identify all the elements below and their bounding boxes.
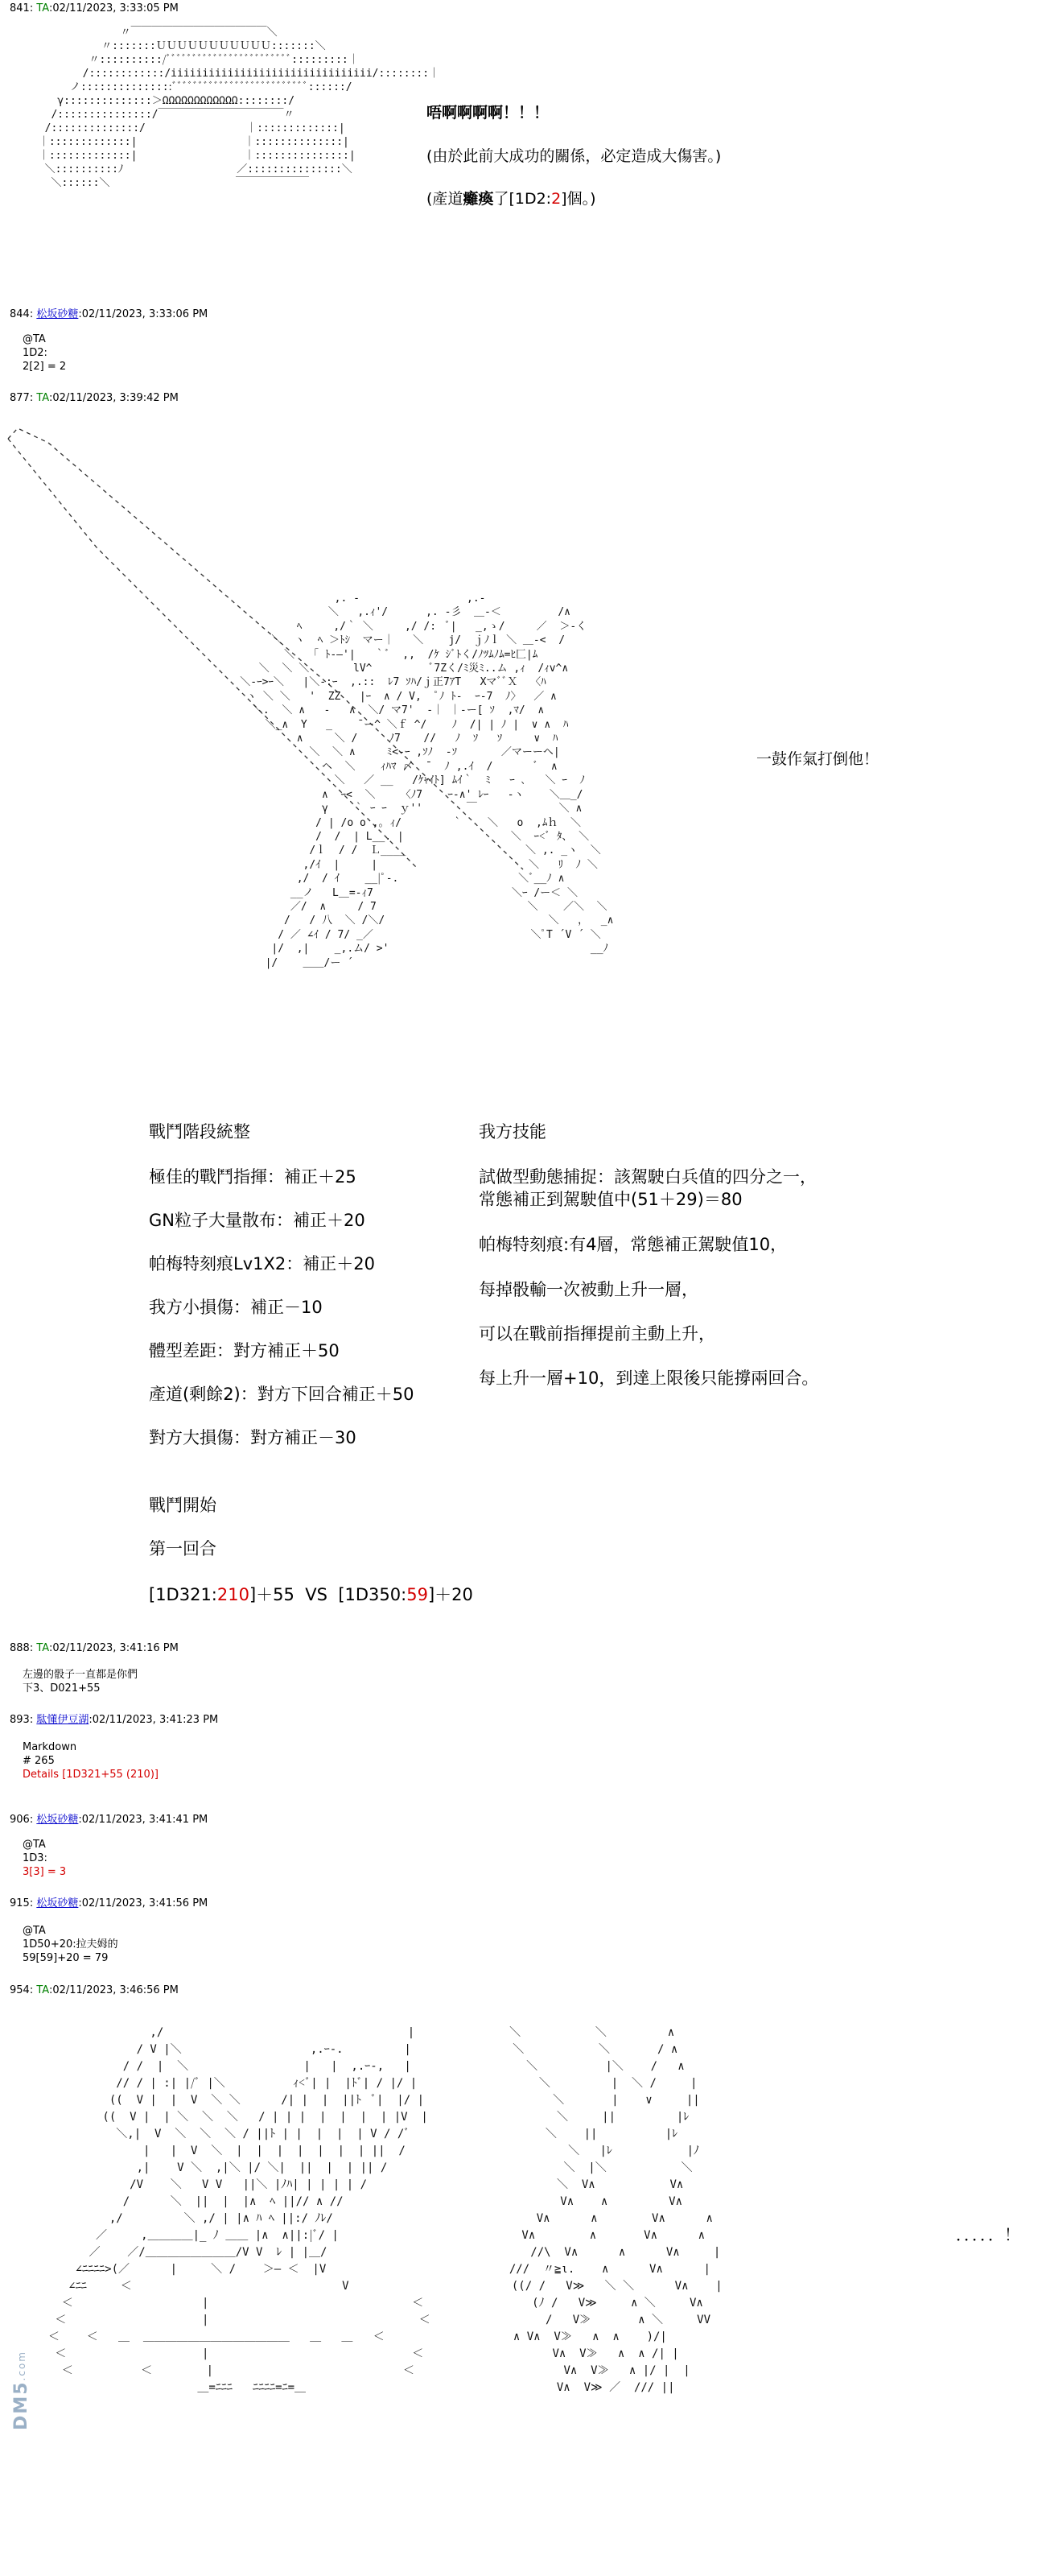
stat-item: 帕梅特刻痕Lv1X2：補正＋20 xyxy=(149,1254,375,1274)
site-watermark: DM5.com xyxy=(11,2351,31,2430)
post-header-954: 954: TA:02/11/2023, 3:46:56 PM xyxy=(10,1984,179,1996)
post-number: 841 xyxy=(10,2,30,14)
battle-start-label: 戰鬥開始 xyxy=(149,1496,216,1515)
post-header-888: 888: TA:02/11/2023, 3:41:16 PM xyxy=(10,1642,179,1654)
post-date: 02/11/2023, 3:33:05 PM xyxy=(52,2,179,14)
ascii-art-creature-hit: 〃￣￣￣￣￣￣￣￣￣￣￣￣￣＼ 〃:::::::ＵＵＵＵＵＵＵＵＵＵＵ:::::::＼ 〃::::::::::/ﾞﾞﾞﾞﾞﾞﾞﾞﾞﾞﾞﾞﾞﾞﾞﾞﾞﾞﾞﾞﾞﾞﾞﾞ:::::::::｜ /::::::::::::/iiiiiiiiiiiiiiiiiiiiiiiiiiiiiiii/::::::::｜ ノ:::::::::::::::ﾞﾞﾞﾞﾞﾞﾞﾞﾞﾞﾞﾞﾞﾞﾞﾞﾞﾞﾞﾞﾞﾞﾞﾞﾞﾞ::::::/ γ::::::::::::::＞ΩΩΩΩΩΩΩΩΩΩΩΩ::::::::/ /:::::::::::::::/￣￣￣￣￣￣￣￣￣￣￣￣〃 /::::::::::::::/ ｜:::::::::::::| ｜:::::::::::::| ｜::::::::::::::| ｜:::::::::::::| ｜:::::::::::::::| ＼::::::::::ﾉ ／:::::::::::::::＼ ＼::::::＼ ￣￣￣￣￣￣￣ xyxy=(38,27,440,189)
stat-item: 對方大損傷：對方補正－30 xyxy=(149,1428,356,1447)
speech-note-canal: (產道癱瘓了[1D2:2]個。) xyxy=(426,190,596,208)
post-body-893: Markdown # 265 Details [1D321+55 (210)] xyxy=(23,1741,159,1781)
post-body-844: @TA 1D2: 2[2] = 2 xyxy=(23,333,67,373)
post-header-877: 877: TA:02/11/2023, 3:39:42 PM xyxy=(10,392,179,404)
skill-line: 每上升一層+10，到達上限後只能撐兩回合。 xyxy=(479,1368,819,1388)
post-body-915: @TA 1D50+20:拉夫姆的 59[59]+20 = 79 xyxy=(23,1925,118,1964)
ascii-art-gundam-slash: ,. - ,.- ＼ ,.ｨ'/ ,. -彡 ＿-＜ /∧ ﾍ ,/｀ ＼ ,/ /: ﾞ| _,ゝ/ ／ ＞-く ＼ ヽ ﾍ ＞ﾄｼ マー｜ ＼ j/ ｊﾉｌ ＼ ＿-< / ＼ ｢ ﾄ-―'| ｀ﾞ ,, /ｹ ｼﾞﾄく/ﾉﾂﾑﾉﾑ=ﾋ匚|ﾑ ＼ ＼ ＼ lV^ ﾞ7Zく/ﾐ災ﾐ..ム ,ｨ /ｨv^∧ ＼-ｰ>ｰ＼ |＼-:ｰ ,.:: ﾚ7 ｿﾊ/ｊ正7ｱT XマﾞﾞＸ 〈ﾊ ヽ ＼ ＼ ' ZZ |ｰ ∧ / V, ﾟﾉ ﾄ- ｰ-7 ﾉ〉 ／ ∧ ＼. ＼ ∧ - ∧ ＼/ マ7' -｜ ｜-ー[ ｿ ,ﾏ/ ∧ ＼_∧ Y _ ̄ ー^ ＼ｆ ^/ ﾉ /| | ﾉ | ∨ ∧ ﾊ ∧ ＼ / ﾉ7 // ﾉ ｿ ｿ ∨ ﾊ ＼ ＼ ∧ ﾐ<-ｰ ,ｿﾉ -ｿ ／マーーヘ| ヘ ＼ ｨﾊﾏ 〆 ̄ ﾉ ,.ｲ / ﾞ ∧ ＼ ／ __ /ｹｬｲﾄ] ﾑｲ｀ ﾐ ｰ ､ ＼ ｰ ﾉ ∧ ｰ< ＼ 〈ﾉ7 ｰ-∧' ﾚｰ -ヽ ＼＿_/ γ ｀ ｰ ｰ ｙ'' ￣ ＼ ∧ / | /o o ,｡ ｨ/ ｀ ＼ o ,ﾑｈ ＼ / / | L__. | ＼ ｰ<ﾞ ﾀ、 ＼ /ｌ / / Ｌ____ ＼ ,. _ヽ ＼ ,/ｲ | | ＼ ﾘ ﾉ ＼ ,/ / ｲ __|ﾟ-. ＼ﾞ__ﾉ ∧ __ノ L＿=-ｨ7 ＼ｰ /ー＜ ＼ ／/ ∧ / 7 ＼ ／＼ ＼ / / 八 ＼ /＼/ ＼ ， _∧ / ／ ∠ｲ / 7/ _／ ＼ﾟT ´V ´ ＼ |/ ,| _,.ム/ >' __ﾉ |/ ＿＿/ー ´ xyxy=(240,592,614,969)
stat-item: 產道(剩餘2)：對方下回合補正＋50 xyxy=(149,1385,414,1404)
post-header-844: 844: 松坂砂糖:02/11/2023, 3:33:06 PM xyxy=(10,308,208,320)
stat-item: 我方小損傷：補正－10 xyxy=(149,1298,323,1317)
skill-line: 帕梅特刻痕:有4層，常態補正駕駛值10， xyxy=(479,1235,788,1254)
skill-line: 常態補正到駕駛值中(51＋29)＝80 xyxy=(479,1190,743,1209)
post-username: TA xyxy=(36,2,49,14)
skill-line: 可以在戰前指揮提前主動上升， xyxy=(479,1324,715,1344)
stat-item: 極佳的戰鬥指揮：補正＋25 xyxy=(149,1167,356,1187)
skills-title: 我方技能 xyxy=(479,1122,546,1141)
speech-charge: 一鼓作氣打倒他！ xyxy=(756,750,879,768)
post-body-888: 左邊的骰子一直都是你們 下3、D021+55 xyxy=(23,1669,138,1695)
post-header-841: 841: TA:02/11/2023, 3:33:05 PM xyxy=(10,2,179,14)
ascii-art-mecha-wreck: ,/ | ＼ ＼ ∧ / V |＼ ,.ｰ-. | ＼ ＼ / ∧ / / | ＼ | | ,.ｰ-, | ＼ |＼ / ∧ // / | :| |/ﾞ |＼ ｨ<ﾞ| | |ﾄﾞ| / |/ | ＼ | ＼ / | (( V | | V ＼ ＼ /| | | ||ﾄ ﾞ| |/ | ＼ | ∨ || (( V | | ＼ ＼ ＼ / | | | | | | | |V | ＼ || |ﾚ ＼,| V ＼ ＼ ＼ / ||ﾄ | | | | | V / /ﾞ ＼ || |ﾚ | | V ＼ | | | | | | | || / ＼ |ﾚ |ﾉ ,| V ＼ ,|＼ |/ ＼| || | | || / ＼ |＼ ＼ /V ＼ V V ||＼ |ﾉﾊ| | | | | / ＼ V∧ V∧ / ＼ || | |∧ ﾍ ||// ∧ // V∧ ∧ V∧ ,/ ＼ ,/ | |∧ ﾊ ﾍ ||:/ ﾉﾚ/ V∧ ∧ V∧ ∧ ／ ,＿＿＿＿|_ ﾉ ＿＿ |∧ ∧||:|ﾞ/ | V∧ ∧ V∧ ∧ ／ ／/＿＿＿＿＿＿＿＿/V V ﾚ | |＿/ //\ V∧ ∧ V∧ | ∠ﾆﾆﾆﾆ>(／ | ＼ / ＞― ＜ |V /// 〃≧ι. ∧ V∧ | ∠ﾆﾆ ＜ V ((/ / V≫ ＼ ＼ V∧ | ＜ | ＜ (ﾉ / V≫ ∧ ＼ V∧ ＜ | ＜ / V≫ ∧ ＼ VV ＜ ＜ ＿ ＿＿＿＿＿＿＿＿＿＿＿＿＿ ＿ ＿ ＜ ∧ V∧ V≫ ∧ ∧ )/| ＜ | ＜ V∧ V≫ ∧ ∧ /| | ＜ ＜ | ＜ V∧ V≫ ∧ |/ | | ＿=ﾆﾆﾆ ﾆﾆﾆﾆ=ﾆ=＿ V∧ V≫ ／ /// || xyxy=(48,2026,723,2394)
post-body-906: @TA 1D3: 3[3] = 3 xyxy=(23,1839,67,1878)
skill-line: 試做型動態捕捉：該駕駛白兵值的四分之一， xyxy=(479,1167,817,1187)
round-label: 第一回合 xyxy=(149,1539,216,1558)
stat-item: 體型差距：對方補正＋50 xyxy=(149,1341,340,1360)
battle-summary-title: 戰鬥階段統整 xyxy=(149,1122,250,1141)
speech-silence: ．．．．．！ xyxy=(956,2225,1020,2244)
post-header-893: 893: 駄懂伊豆湖:02/11/2023, 3:41:23 PM xyxy=(10,1714,219,1726)
speech-note-critical: (由於此前大成功的關係，必定造成大傷害。) xyxy=(426,147,722,165)
post-header-906: 906: 松坂砂糖:02/11/2023, 3:41:41 PM xyxy=(10,1814,208,1826)
stat-item: GN粒子大量散布：補正＋20 xyxy=(149,1211,365,1230)
post-header-915: 915: 松坂砂糖:02/11/2023, 3:41:56 PM xyxy=(10,1897,208,1909)
post-username-link[interactable]: 松坂砂糖 xyxy=(36,308,79,320)
dice-result-link[interactable]: Details [1D321+55 (210)] xyxy=(23,1769,159,1781)
skill-line: 每掉骰輸一次被動上升一層， xyxy=(479,1280,698,1299)
dice-roll-comparison: [1D321:210]＋55 VS [1D350:59]＋20 xyxy=(149,1585,473,1604)
speech-scream: 唔啊啊啊啊！！！ xyxy=(426,104,550,122)
